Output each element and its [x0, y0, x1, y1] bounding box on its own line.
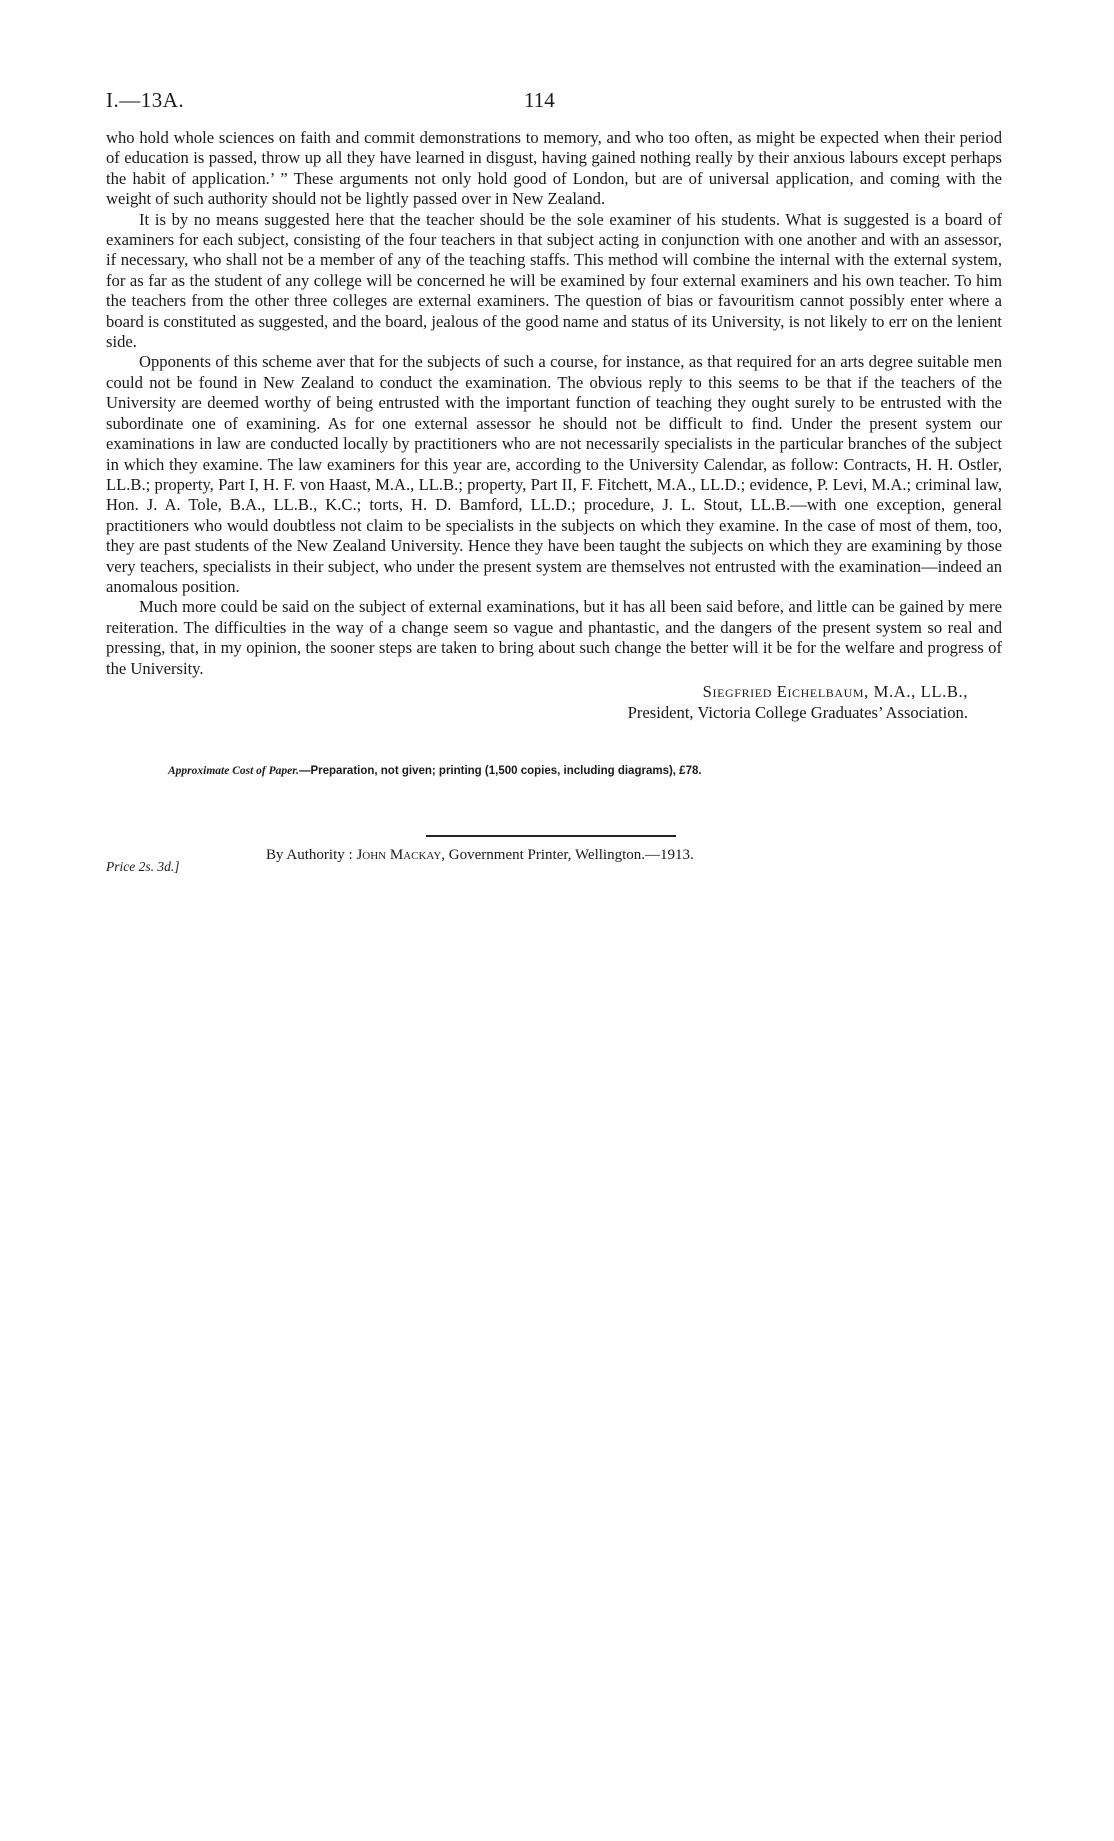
cost-note-label: Approximate Cost of Paper.: [168, 764, 299, 777]
cost-note-text: —Preparation, not given; printing (1,500 copies, including diagrams), £78.: [298, 764, 702, 777]
page-footer: [106, 847, 1002, 887]
signatory-name: Siegfried Eichelbaum, M.A., LL.B.,: [702, 681, 968, 701]
footer-divider: [426, 835, 676, 837]
price-note: Price 2s. 3d.]: [106, 858, 180, 874]
document-page: [106, 88, 1002, 887]
paragraph-opponents: Opponents of this scheme aver that for the subjects of such a course, for instance, as that required for an arts degree suitable men could not be found in New Zealand to conduct the examination. The obvious reply to this seems to be that if the teachers of the University are deemed worthy of being entrusted with the important function of teaching they ought surely to be entrusted with the subordinate one of examining. As for one external assessor he should not be difficult to find. Under the present system our examinations in law are conducted locally by practitioners who are not necessarily specialists in the particular branches of the subject in which they examine. The law examiners for this year are, according to the University Calendar, as follow: Contracts, H. H. Ostler, LL.B.; property, Part I, H. F. von Haast, M.A., LL.B.; property, Part II, F. Fitchett, M.A., LL.D.; evidence, P. Levi, M.A.; criminal law, Hon. J. A. Tole, B.A., LL.B., K.C.; torts, H. D. Bamford, LL.D.; procedure, J. L. Stout, LL.B.—with one exception, general practitioners who would doubtless not claim to be specialists in the subjects on which they examine. In the case of most of them, too, they are past students of the New Zealand University. Hence they have been taught the subjects on which they are examining by those very teachers, specialists in their subject, who under the present system are themselves not entrusted with the examination—indeed an anomalous position.: [106, 352, 1002, 596]
paragraph-conclusion: Much more could be said on the subject of external examinations, but it has all been said before, and little can be gained by mere reiteration. The difficulties in the way of a change seem so vague and phantastic, and the dangers of the present system so real and pressing, that, in my opinion, the sooner steps are taken to bring about such change the better will it be for the welfare and progress of the University.: [106, 597, 1002, 678]
paragraph-continued: who hold whole sciences on faith and commit demonstrations to memory, and who too often, as might be expected when their period of education is passed, throw up all they have learned in disgust, having gained nothing really by their anxious labours except perhaps the habit of application.’ ” These arguments not only hold good of London, but are of universal application, and coming with the weight of such authority should not be lightly passed over in New Zealand.: [106, 128, 1002, 209]
cost-of-paper-note: [106, 765, 1002, 777]
printer-name: John Mackay: [356, 846, 442, 863]
document-reference: I.—13A.: [106, 88, 185, 112]
signature-block: [106, 681, 1002, 723]
authority-prefix: By Authority :: [266, 846, 353, 863]
printer-authority: [266, 847, 694, 864]
signatory-title: President, Victoria College Graduates’ Association.: [627, 702, 968, 722]
page-number: 114: [524, 88, 555, 112]
authority-suffix: , Government Printer, Wellington.—1913.: [441, 846, 694, 863]
page-header: [106, 88, 1002, 128]
paragraph-board-of-examiners: It is by no means suggested here that the teacher should be the sole examiner of his students. What is suggested is a board of examiners for each subject, consisting of the four teachers in that subject acting in conjunction with one another and with an assessor, if necessary, who shall not be a member of any of the teaching staffs. This method will combine the internal with the external system, for as far as the student of any college will be concerned he will be examined by four external examiners and his own teacher. To him the teachers from the other three colleges are external examiners. The question of bias or favouritism cannot possibly enter where a board is constituted as suggested, and the board, jealous of the good name and status of its University, is not likely to err on the lenient side.: [106, 209, 1002, 352]
